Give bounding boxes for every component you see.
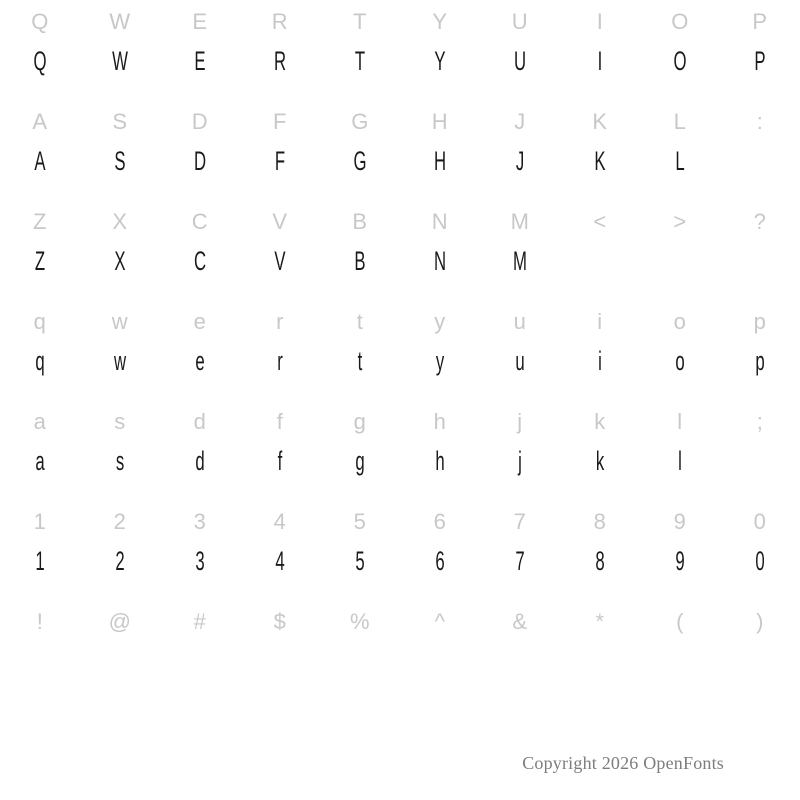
key-label: ? — [753, 209, 767, 234]
glyph-cell — [80, 404, 160, 504]
glyph-cell — [320, 404, 400, 504]
row-zxcv-upper — [0, 204, 800, 304]
key-label: B — [352, 209, 368, 234]
glyph-cell — [160, 604, 240, 704]
glyph-cell — [320, 604, 400, 704]
glyph-cell — [160, 204, 240, 304]
key-label: E — [192, 9, 208, 34]
key-label: N — [431, 209, 449, 234]
glyph-cell — [560, 104, 640, 204]
glyph-cell — [80, 604, 160, 704]
key-label: 7 — [513, 509, 527, 534]
row-qwerty-upper — [0, 4, 800, 104]
key-label: h — [433, 409, 447, 434]
glyph-cell — [80, 304, 160, 404]
glyph-sample: 2 — [115, 546, 125, 576]
glyph-sample: j — [518, 446, 522, 476]
glyph-sample: 4 — [275, 546, 285, 576]
glyph-cell — [720, 404, 800, 504]
key-label: & — [512, 609, 528, 634]
key-label: 4 — [273, 509, 287, 534]
key-label: W — [109, 9, 131, 34]
glyph-cell — [80, 104, 160, 204]
key-label: R — [271, 9, 289, 34]
glyph-sample: t — [357, 346, 363, 376]
glyph-sample: J — [515, 146, 525, 176]
glyph-cell — [0, 404, 80, 504]
glyph-cell — [0, 604, 80, 704]
key-label: U — [511, 9, 529, 34]
glyph-cell — [400, 104, 480, 204]
glyph-cell — [640, 4, 720, 104]
glyph-cell — [400, 204, 480, 304]
glyph-cell — [400, 604, 480, 704]
key-label: @ — [108, 609, 132, 634]
glyph-cell — [480, 104, 560, 204]
glyph-cell — [0, 304, 80, 404]
row-digits — [0, 504, 800, 604]
glyph-sample: G — [353, 146, 367, 176]
glyph-sample: Y — [434, 46, 446, 76]
glyph-sample: u — [515, 346, 525, 376]
glyph-sample: k — [595, 446, 605, 476]
key-label: I — [596, 9, 604, 34]
glyph-cell — [720, 604, 800, 704]
key-label: : — [756, 109, 764, 134]
glyph-cell — [240, 504, 320, 604]
key-label: q — [33, 309, 47, 334]
key-label: M — [510, 209, 530, 234]
key-label: 9 — [673, 509, 687, 534]
glyph-sample: r — [277, 346, 283, 376]
glyph-cell — [0, 104, 80, 204]
key-label: 2 — [113, 509, 127, 534]
glyph-cell — [80, 4, 160, 104]
glyph-cell — [0, 204, 80, 304]
key-label: r — [276, 309, 284, 334]
key-label: ! — [36, 609, 44, 634]
glyph-cell — [640, 604, 720, 704]
glyph-sample: W — [112, 46, 128, 76]
key-label: 6 — [433, 509, 447, 534]
glyph-sample: E — [194, 46, 206, 76]
glyph-cell — [160, 504, 240, 604]
glyph-cell — [240, 104, 320, 204]
glyph-sample: T — [354, 46, 366, 76]
glyph-cell — [640, 104, 720, 204]
glyph-cell — [160, 4, 240, 104]
key-label: > — [673, 209, 687, 234]
glyph-sample: q — [35, 346, 45, 376]
key-label: S — [112, 109, 128, 134]
copyright-notice: Copyright 2026 OpenFonts — [522, 753, 724, 773]
glyph-sample: U — [513, 46, 527, 76]
glyph-cell — [320, 204, 400, 304]
glyph-cell — [160, 404, 240, 504]
glyph-sample: P — [754, 46, 766, 76]
key-label: s — [114, 409, 126, 434]
key-label: < — [593, 209, 607, 234]
glyph-cell — [480, 204, 560, 304]
glyph-cell — [400, 4, 480, 104]
key-label: j — [517, 409, 523, 434]
glyph-sample: o — [675, 346, 685, 376]
key-label: L — [673, 109, 687, 134]
key-label: e — [193, 309, 207, 334]
key-label: ( — [676, 609, 684, 634]
glyph-sample: R — [273, 46, 287, 76]
glyph-sample: B — [354, 246, 366, 276]
glyph-sample: O — [673, 46, 687, 76]
glyph-cell — [480, 4, 560, 104]
glyph-cell — [240, 204, 320, 304]
glyph-cell — [320, 504, 400, 604]
glyph-cell — [560, 304, 640, 404]
glyph-sample: h — [435, 446, 445, 476]
key-label: a — [33, 409, 47, 434]
glyph-cell — [0, 4, 80, 104]
glyph-cell — [640, 204, 720, 304]
key-label: d — [193, 409, 207, 434]
glyph-cell — [560, 504, 640, 604]
key-label: ) — [756, 609, 764, 634]
glyph-cell — [720, 504, 800, 604]
key-label: $ — [273, 609, 287, 634]
glyph-sample: 0 — [755, 546, 765, 576]
glyph-sample: 7 — [515, 546, 525, 576]
glyph-sample: L — [675, 146, 685, 176]
glyph-sample: Q — [33, 46, 47, 76]
key-label: H — [431, 109, 449, 134]
glyph-sample: l — [678, 446, 682, 476]
glyph-cell — [640, 404, 720, 504]
key-label: ; — [756, 409, 764, 434]
glyph-sample: s — [115, 446, 125, 476]
glyph-cell — [240, 604, 320, 704]
key-label: C — [191, 209, 209, 234]
key-label: 3 — [193, 509, 207, 534]
glyph-sample: K — [594, 146, 606, 176]
glyph-sample: S — [114, 146, 126, 176]
key-label: y — [434, 309, 446, 334]
glyph-cell — [400, 504, 480, 604]
glyph-cell — [720, 104, 800, 204]
glyph-cell — [480, 604, 560, 704]
key-label: o — [673, 309, 687, 334]
glyph-cell — [240, 304, 320, 404]
key-label: k — [594, 409, 606, 434]
glyph-sample: a — [35, 446, 45, 476]
glyph-cell — [560, 604, 640, 704]
key-label: g — [353, 409, 367, 434]
glyph-sample: I — [597, 46, 603, 76]
glyph-sample: H — [433, 146, 447, 176]
key-label: f — [276, 409, 284, 434]
glyph-sample: 3 — [195, 546, 205, 576]
key-label: F — [273, 109, 287, 134]
glyph-sample: f — [277, 446, 283, 476]
key-label: V — [272, 209, 288, 234]
glyph-sample: p — [755, 346, 765, 376]
glyph-sample: C — [193, 246, 207, 276]
glyph-cell — [80, 204, 160, 304]
glyph-sample: F — [274, 146, 286, 176]
glyph-cell — [320, 4, 400, 104]
glyph-cell — [80, 504, 160, 604]
key-label: Q — [31, 9, 49, 34]
key-label: # — [193, 609, 207, 634]
glyph-sample: Z — [34, 246, 46, 276]
key-label: O — [671, 9, 689, 34]
key-label: K — [592, 109, 608, 134]
glyph-cell — [240, 404, 320, 504]
glyph-cell — [400, 304, 480, 404]
key-label: 1 — [33, 509, 47, 534]
key-label: G — [351, 109, 369, 134]
row-qwerty-lower — [0, 304, 800, 404]
key-label: J — [514, 109, 526, 134]
key-label: p — [753, 309, 767, 334]
glyph-cell — [160, 104, 240, 204]
key-label: D — [191, 109, 209, 134]
glyph-sample: 1 — [35, 546, 45, 576]
glyph-cell — [720, 4, 800, 104]
glyph-cell — [720, 204, 800, 304]
glyph-sample: y — [435, 346, 445, 376]
key-label: ^ — [434, 609, 446, 634]
glyph-cell — [240, 4, 320, 104]
glyph-cell — [480, 304, 560, 404]
key-label: t — [356, 309, 364, 334]
glyph-cell — [560, 4, 640, 104]
glyph-sample: i — [598, 346, 602, 376]
key-label: i — [597, 309, 603, 334]
key-label: Z — [33, 209, 47, 234]
key-label: X — [112, 209, 128, 234]
glyph-sample: w — [113, 346, 127, 376]
glyph-cell — [640, 304, 720, 404]
key-label: 8 — [593, 509, 607, 534]
row-asdf-lower — [0, 404, 800, 504]
glyph-sample: A — [34, 146, 46, 176]
key-label: 5 — [353, 509, 367, 534]
glyph-cell — [720, 304, 800, 404]
glyph-sample: D — [193, 146, 207, 176]
key-label: l — [677, 409, 683, 434]
row-asdf-upper — [0, 104, 800, 204]
glyph-sample: 8 — [595, 546, 605, 576]
glyph-cell — [480, 404, 560, 504]
glyph-cell — [160, 304, 240, 404]
glyph-sample: 6 — [435, 546, 445, 576]
glyph-cell — [400, 404, 480, 504]
glyph-sample: g — [355, 446, 365, 476]
glyph-sample: d — [195, 446, 205, 476]
glyph-sample: V — [274, 246, 286, 276]
glyph-cell — [320, 104, 400, 204]
glyph-cell — [0, 504, 80, 604]
key-label: w — [111, 309, 129, 334]
glyph-cell — [320, 304, 400, 404]
glyph-sample: X — [114, 246, 126, 276]
glyph-cell — [560, 404, 640, 504]
glyph-cell — [640, 504, 720, 604]
glyph-sample: M — [513, 246, 527, 276]
glyph-cell — [560, 204, 640, 304]
key-label: 0 — [753, 509, 767, 534]
key-label: * — [595, 609, 605, 634]
key-label: P — [752, 9, 768, 34]
row-symbols — [0, 604, 800, 704]
key-label: u — [513, 309, 527, 334]
key-label: Y — [432, 9, 448, 34]
glyph-sample: e — [195, 346, 205, 376]
glyph-sample: N — [433, 246, 447, 276]
key-label: % — [349, 609, 371, 634]
glyph-sample: 9 — [675, 546, 685, 576]
key-label: T — [353, 9, 367, 34]
glyph-sample: 5 — [355, 546, 365, 576]
glyph-cell — [480, 504, 560, 604]
key-label: A — [32, 109, 48, 134]
